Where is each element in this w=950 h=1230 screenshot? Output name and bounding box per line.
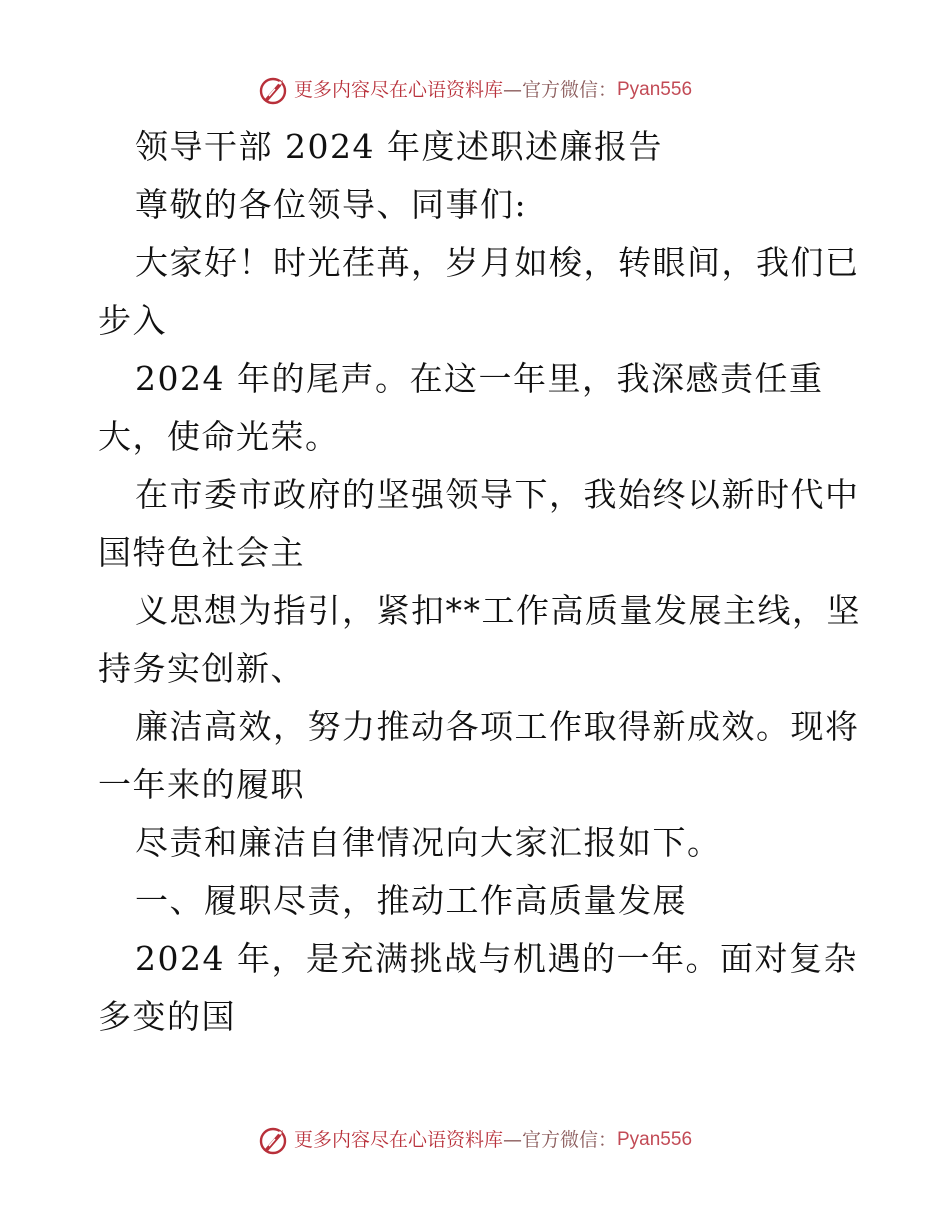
watermark-text: 更多内容尽在心语资料库: [293, 79, 503, 101]
text-line: 多变的国: [98, 997, 236, 1036]
text-line: 国特色社会主: [98, 533, 305, 572]
text-line: 一年来的履职: [98, 765, 305, 804]
text-line: 义思想为指引，紧扣**工作高质量发展主线，坚: [135, 591, 861, 630]
footer-watermark: [0, 1125, 950, 1155]
pen-nib-logo-icon: [258, 1125, 290, 1155]
watermark-handle: Pyan556: [617, 1129, 693, 1150]
text-line: 尊敬的各位领导、同事们:: [135, 185, 528, 224]
text-line: 尽责和廉洁自律情况向大家汇报如下。: [135, 823, 722, 862]
text-line: 持务实创新、: [98, 649, 305, 688]
text-line: 步入: [98, 301, 167, 340]
watermark-label: 官方微信：: [521, 1129, 617, 1151]
document-body: [98, 118, 861, 1046]
text-line: 廉洁高效，努力推动各项工作取得新成效。现将: [135, 707, 860, 746]
watermark-separator: —: [502, 1129, 522, 1151]
text-line: 在市委市政府的坚强领导下，我始终以新时代中: [135, 475, 860, 514]
text-line: 2024 年，是充满挑战与机遇的一年。面对复杂: [135, 939, 858, 978]
text-line: 大家好！时光荏苒，岁月如梭，转眼间，我们已: [135, 243, 860, 282]
text-line: 一、履职尽责，推动工作高质量发展: [135, 881, 687, 920]
text-line: 2024 年的尾声。在这一年里，我深感责任重: [135, 359, 824, 398]
watermark-text: 更多内容尽在心语资料库: [293, 1129, 503, 1151]
text-line: 大，使命光荣。: [98, 417, 340, 456]
watermark-separator: —: [502, 79, 522, 101]
watermark-handle: Pyan556: [617, 79, 693, 100]
pen-nib-logo-icon: [258, 75, 290, 105]
text-line: 领导干部 2024 年度述职述廉报告: [135, 127, 663, 166]
watermark-label: 官方微信：: [521, 79, 617, 101]
header-watermark: [0, 75, 950, 105]
